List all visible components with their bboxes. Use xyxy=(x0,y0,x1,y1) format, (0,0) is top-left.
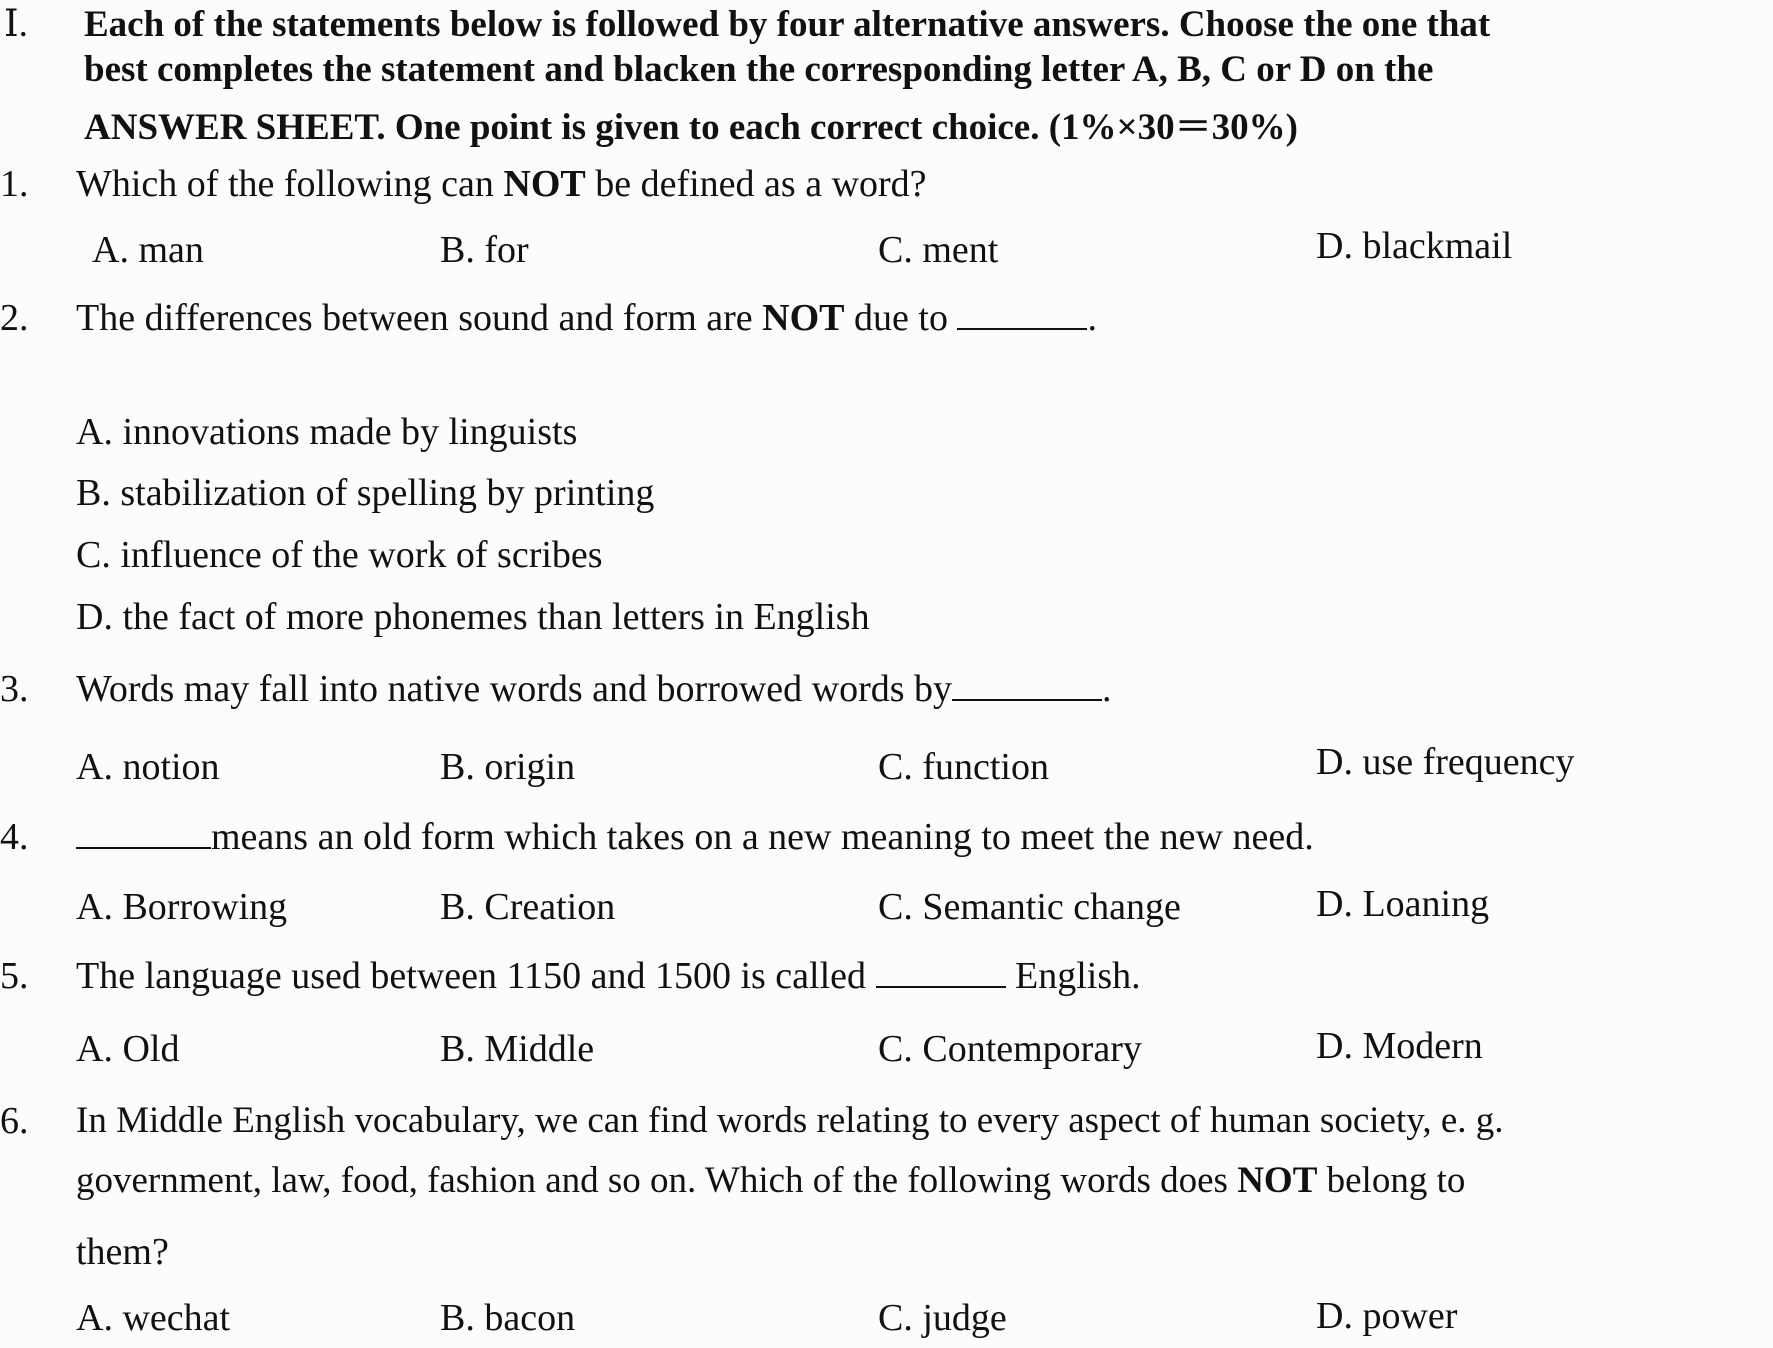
option-a[interactable]: A. notion xyxy=(76,746,220,788)
option-a[interactable]: A. Old xyxy=(76,1028,180,1070)
question-number: 5. xyxy=(0,955,29,997)
option-b[interactable]: B. Middle xyxy=(440,1028,595,1070)
option-c[interactable]: C. ment xyxy=(878,229,999,271)
instruction-line-1: Each of the statements below is followed by four alternative answers. Choose the one that xyxy=(84,4,1491,45)
instruction-line-3: ANSWER SHEET. One point is given to each correct choice. (1%×30＝30%) xyxy=(84,107,1298,148)
option-d[interactable]: D. use frequency xyxy=(1316,741,1575,783)
question-stem: means an old form which takes on a new meaning to meet the new need. xyxy=(76,815,1314,859)
option-d[interactable]: D. Modern xyxy=(1316,1025,1483,1067)
option-c[interactable]: C. Contemporary xyxy=(878,1028,1142,1070)
question-stem: The language used between 1150 and 1500 is called English. xyxy=(76,955,1141,997)
question-number: 1. xyxy=(0,163,29,205)
answer-blank xyxy=(76,817,211,849)
instruction-line-2: best completes the statement and blacken the corresponding letter A, B, C or D on the xyxy=(84,49,1434,90)
option-d[interactable]: D. the fact of more phonemes than letters in English xyxy=(76,596,870,638)
question-stem: Which of the following can NOT be defined as a word? xyxy=(76,163,927,205)
option-b[interactable]: B. bacon xyxy=(440,1297,576,1339)
option-d[interactable]: D. blackmail xyxy=(1316,225,1513,267)
option-c[interactable]: C. Semantic change xyxy=(878,886,1181,928)
question-stem-line-2: government, law, food, fashion and so on. Which of the following words does NOT belong to xyxy=(76,1160,1466,1201)
question-number: 2. xyxy=(0,297,29,339)
option-a[interactable]: A. innovations made by linguists xyxy=(76,411,578,453)
option-a[interactable]: A. wechat xyxy=(76,1297,231,1339)
question-number: 6. xyxy=(0,1100,29,1142)
question-stem: The differences between sound and form are NOT due to . xyxy=(76,297,1097,339)
option-c[interactable]: C. judge xyxy=(878,1297,1007,1339)
answer-blank xyxy=(957,298,1087,330)
question-stem-line-1: In Middle English vocabulary, we can find words relating to every aspect of human society, e. g. xyxy=(76,1100,1504,1141)
option-c[interactable]: C. influence of the work of scribes xyxy=(76,534,603,576)
question-number: 3. xyxy=(0,668,29,710)
question-number: 4. xyxy=(0,816,29,858)
question-stem: Words may fall into native words and borrowed words by . xyxy=(76,668,1112,710)
option-b[interactable]: B. origin xyxy=(440,746,576,788)
answer-blank xyxy=(952,669,1102,701)
option-b[interactable]: B. stabilization of spelling by printing xyxy=(76,472,655,514)
section-numeral: Ⅰ. xyxy=(4,4,28,45)
answer-blank xyxy=(876,956,1006,988)
option-d[interactable]: D. Loaning xyxy=(1316,883,1490,925)
option-b[interactable]: B. for xyxy=(440,229,529,271)
option-c[interactable]: C. function xyxy=(878,746,1049,788)
option-b[interactable]: B. Creation xyxy=(440,886,616,928)
option-a[interactable]: A. Borrowing xyxy=(76,886,288,928)
question-stem-line-3: them? xyxy=(76,1231,169,1273)
option-a[interactable]: A. man xyxy=(92,229,204,271)
option-d[interactable]: D. power xyxy=(1316,1295,1458,1337)
